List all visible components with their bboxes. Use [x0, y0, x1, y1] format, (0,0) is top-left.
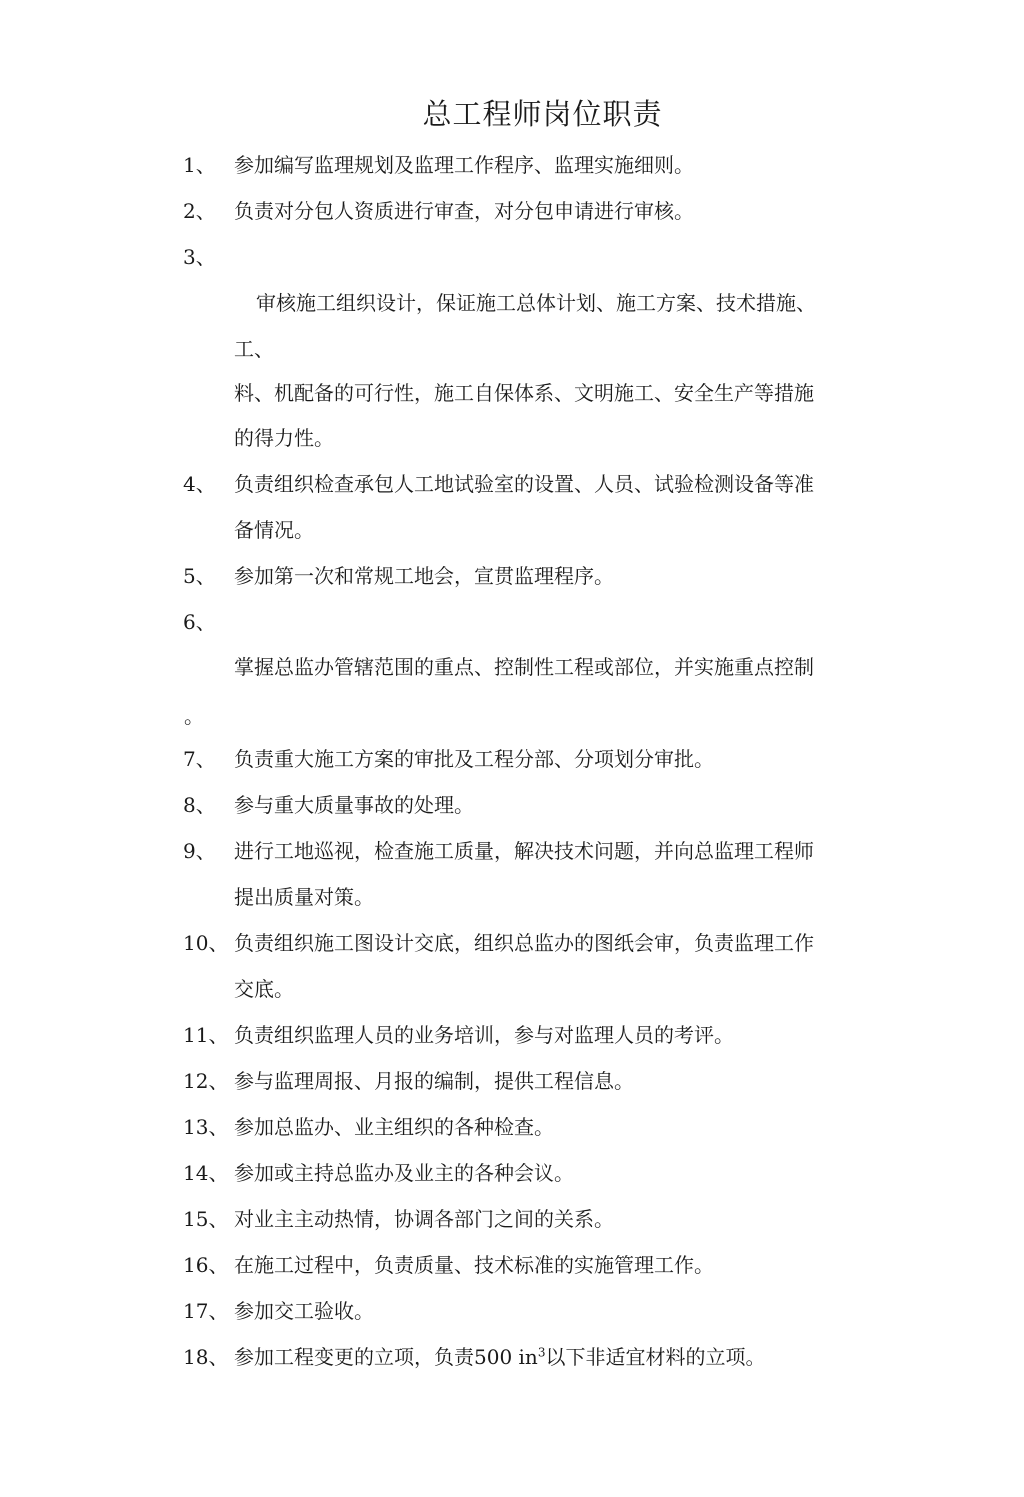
item-text: 掌握总监办管辖范围的重点、控制性工程或部位，并实施重点控制	[234, 655, 814, 679]
item-text: 参与重大质量事故的处理。	[234, 793, 474, 817]
item-text: 工、	[234, 337, 274, 361]
item-number: 9、	[183, 839, 216, 863]
item-number: 13、	[183, 1115, 229, 1139]
item-number: 17、	[183, 1299, 229, 1323]
item-number: 8、	[183, 793, 216, 817]
item-number: 4、	[183, 472, 216, 496]
item-number: 11、	[183, 1023, 229, 1047]
item-text	[234, 1343, 765, 1371]
item-text-part: 以下非适宜材料的立项。	[545, 1345, 766, 1369]
item-text: 参加编写监理规划及监理工作程序、监理实施细则。	[234, 153, 694, 177]
item-text-part: 参加工程变更的立项，负责500 in	[234, 1345, 538, 1369]
item-number: 1、	[183, 153, 216, 177]
item-text: 负责组织施工图设计交底，组织总监办的图纸会审，负责监理工作	[234, 931, 814, 955]
item-number: 18、	[183, 1345, 229, 1369]
item-number: 3、	[183, 245, 216, 269]
item-text: 负责对分包人资质进行审查，对分包申请进行审核。	[234, 199, 694, 223]
item-number: 6、	[183, 610, 216, 634]
item-text: 参加或主持总监办及业主的各种会议。	[234, 1161, 574, 1185]
page-title: 总工程师岗位职责	[422, 97, 663, 131]
item-number: 10、	[183, 931, 229, 955]
item-text: 的得力性。	[234, 426, 334, 450]
item-text: 提出质量对策。	[234, 885, 374, 909]
item-number: 15、	[183, 1207, 229, 1231]
item-text: 负责组织监理人员的业务培训，参与对监理人员的考评。	[234, 1023, 734, 1047]
item-text: 对业主主动热情，协调各部门之间的关系。	[234, 1207, 614, 1231]
item-text: 参加总监办、业主组织的各种检查。	[234, 1115, 554, 1139]
item-text: 负责重大施工方案的审批及工程分部、分项划分审批。	[234, 747, 714, 771]
item-text: 备情况。	[234, 518, 314, 542]
superscript-unit: 3	[537, 1345, 546, 1360]
item-text: 交底。	[234, 977, 294, 1001]
item-text: 料、机配备的可行性，施工自保体系、文明施工、安全生产等措施	[234, 381, 814, 405]
item-text: 在施工过程中，负责质量、技术标准的实施管理工作。	[234, 1253, 714, 1277]
item-text: 进行工地巡视，检查施工质量，解决技术问题，并向总监理工程师	[234, 839, 814, 863]
item-text: 审核施工组织设计，保证施工总体计划、施工方案、技术措施、	[256, 291, 816, 315]
item-text: 。	[184, 704, 204, 728]
item-number: 7、	[183, 747, 216, 771]
item-number: 14、	[183, 1161, 229, 1185]
item-number: 5、	[183, 564, 216, 588]
item-number: 16、	[183, 1253, 229, 1277]
item-text: 参与监理周报、月报的编制，提供工程信息。	[234, 1069, 634, 1093]
item-number: 12、	[183, 1069, 229, 1093]
item-text: 参加第一次和常规工地会，宣贯监理程序。	[234, 564, 614, 588]
item-text: 参加交工验收。	[234, 1299, 374, 1323]
item-number: 2、	[183, 199, 216, 223]
item-text: 负责组织检查承包人工地试验室的设置、人员、试验检测设备等准	[234, 472, 814, 496]
